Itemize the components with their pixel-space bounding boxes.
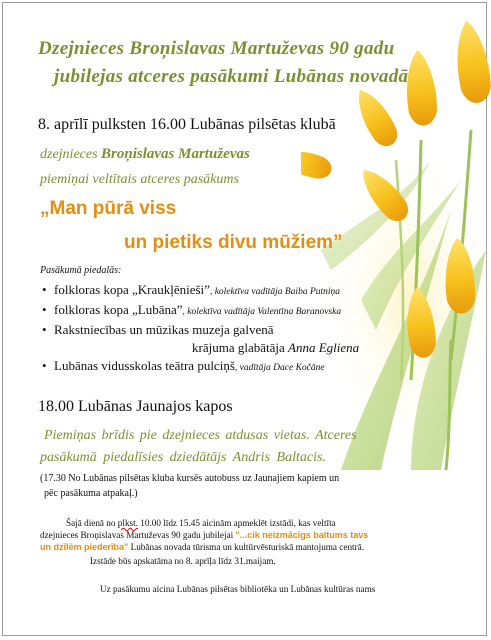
participant-name: Rakstniecības un mūzikas muzeja galvenā [54,322,274,337]
exhibition-line-4: Izstāde būs apskatāma no 8. aprīļa līdz 31.maijam. [90,556,276,566]
exhibition-text: Lubānas novada tūrisma un kultūrvēsturiskā mantojuma centrā. [128,542,365,552]
participant-name: folkloras kopa „Lubāna” [54,302,183,317]
exhibition-text: 10.00 līdz 15.45 aicinām apmeklēt izstādi, kas veltīta [137,518,336,528]
list-item [40,321,359,339]
participant-name: folkloras kopa „Kraukļēnieši” [54,282,210,297]
list-item-continuation [40,339,359,357]
exhibition-title: "...cik neizmācīgs baltums tavs [235,530,369,540]
museum-continuation: krājuma glabātāja [192,340,289,355]
bus-note-line-2: pēc pasākuma atpakaļ.) [44,488,138,499]
list-item [40,301,359,321]
bus-note-line-1: (17.30 No Lubānas pilsētas kluba kursēs autobuss uz Jaunajiem kapiem un [40,473,340,484]
exhibition-text: dzejnieces Broņislavas Martuževas 90 gadu jubilejai [40,530,236,540]
participant-note: , kolektīva vadītāja Valentīna Baranovska [182,307,342,317]
list-item [40,281,359,301]
exhibition-text: Šajā dienā no [66,518,118,528]
event-2-datetime: 18.00 Lubānas Jaunajos kapos [38,398,233,415]
participant-note: , vadītāja Dace Kočāne [234,363,325,373]
event-1-subtitle-b: piemiņai veltītais atceres pasākums [40,172,239,187]
exhibition-line-3 [40,542,364,552]
subtitle-prefix: dzejnieces [40,147,102,162]
poster-title-line-1: Dzejnieces Broņislavas Martuževas 90 gadu [38,38,395,59]
participant-note: , kolektīva vadītāja Baiba Putniņa [209,287,341,297]
exhibition-title: un dzīlēm piederība" [40,542,129,552]
participants-list [40,281,359,377]
exhibition-line-1 [66,518,336,528]
event-quote-line-1: „Man pūrā viss [40,198,177,219]
footer-invitation: Uz pasākumu aicina Lubānas pilsētas bibliotēka un Lubānas kultūras nams [100,584,376,594]
event-2-paragraph-line-1: Piemiņas brīdis pie dzejnieces atdusas vietas. Atceres [44,428,357,443]
museum-person: Anna Egliena [288,340,360,355]
poster-title-line-2: jubilejas atceres pasākumi Lubānas novadā [54,66,409,87]
exhibition-line-2 [40,530,368,540]
event-1-subtitle-a [40,146,250,163]
list-item [40,357,359,377]
participant-name: Lubānas vidusskolas teātra pulciņš [54,358,235,373]
event-1-datetime: 8. aprīlī pulksten 16.00 Lubānas pilsētas klubā [38,116,336,133]
exhibition-text: plkst. [117,518,138,528]
event-2-paragraph-line-2: pasākumā piedalīsies dziedātājs Andris Baltacis. [40,450,326,465]
poet-name: Broņislavas Martuževas [101,146,250,162]
participants-label: Pasākumā piedalās: [40,265,122,276]
event-quote-line-2: un pietiks divu mūžiem” [124,232,343,253]
